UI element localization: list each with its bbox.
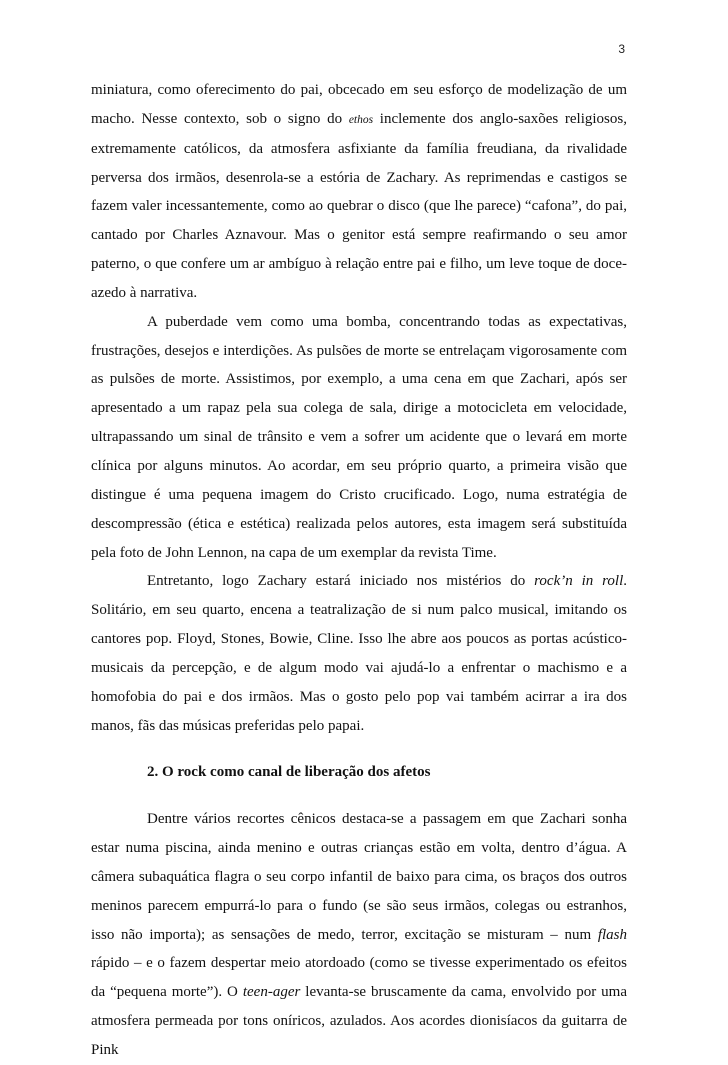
paragraph-4-italic-teen-ager: teen-ager [242, 984, 301, 1001]
paragraph-1 [91, 76, 627, 308]
paragraph-4-text-c: levanta-se bruscamente da cama, envolvido por uma atmosfera permeada por tons oníricos, azulados. Aos acordes dionisíacos da guitarra de Pink [91, 984, 627, 1058]
paragraph-4 [91, 805, 627, 1065]
paragraph-2: A puberdade vem como uma bomba, concentrando todas as expectativas, frustrações, desejos e interdições. As pulsões de morte se entrelaçam vigorosamente com as pulsões de morte. Assistimos, por exemplo, a uma cena em que Zachari, após ser apresentado a um rapaz pela sua colega de sala, dirige a motocicleta em velocidade, ultrapassando um sinal de trânsito e vem a sofrer um acidente que o levará em morte clínica por alguns minutos. Ao acordar, em seu próprio quarto, a primeira visão que distingue é uma pequena imagem do Cristo crucificado. Logo, numa estratégia de descompressão (ética e estética) realizada pelos autores, esta imagem será substituída pela foto de John Lennon, na capa de um exemplar da revista Time. [91, 313, 627, 561]
paragraph-1-italic-ethos: ethos [348, 113, 374, 126]
page-number: 3 [618, 42, 625, 56]
paragraph-4-italic-flash: flash [597, 926, 627, 943]
paragraph-3-text-a: Entretanto, logo Zachary estará iniciado nos mistérios do [147, 573, 535, 590]
section-heading: 2. O rock como canal de liberação dos afetos [147, 764, 431, 781]
paragraph-3-text-b: . Solitário, em seu quarto, encena a teatralização de si num palco musical, imitando os cantores pop. Floyd, Stones, Bowie, Cline. Isso lhe abre aos poucos as portas acústico-musicais da percepção, e de algum modo vai ajudá-lo a enfrentar o machismo e a homofobia do pai e dos irmãos. Mas o gosto pelo pop vai também acirrar a ira dos manos, fãs das músicas preferidas pelo papai. [91, 573, 627, 734]
paragraph-4-text-a: Dentre vários recortes cênicos destaca-se a passagem em que Zachari sonha estar numa piscina, ainda menino e outras crianças estão em volta, dentro d’água. A câmera subaquática flagra o seu corpo infantil de baixo para cima, os braços dos outros meninos parecem empurrá-lo para o fundo (se são seus irmãos, colegas ou estranhos, isso não importa); as sensações de medo, terror, excitação se misturam – num [91, 811, 627, 943]
paragraph-1-text-b: inclemente dos anglo-saxões religiosos, extremamente católicos, da atmosfera asfixiante da família freudiana, da rivalidade perversa dos irmãos, desenrola-se a estória de Zachary. As reprimendas e castigos se fazem valer incessantemente, como ao quebrar o disco (que lhe parece) “cafona”, do pai, cantado por Charles Aznavour. Mas o genitor está sempre reafirmando o seu amor paterno, o que confere um ar ambíguo à relação entre pai e filho, um leve toque de doce-azedo à narrativa. [91, 110, 627, 301]
paragraph-3-italic-rock: rock’n in roll [534, 573, 624, 590]
body-text [91, 76, 627, 1065]
paragraph-4-text-b: rápido – e o fazem despertar meio atordoado (como se tivesse experimentado os efeitos da “pequena morte”). O [91, 955, 627, 1001]
paragraph-1-text-a: miniatura, como oferecimento do pai, obcecado em seu esforço de modelização de um macho. Nesse contexto, sob o signo do [91, 82, 627, 127]
paragraph-3 [91, 567, 627, 740]
